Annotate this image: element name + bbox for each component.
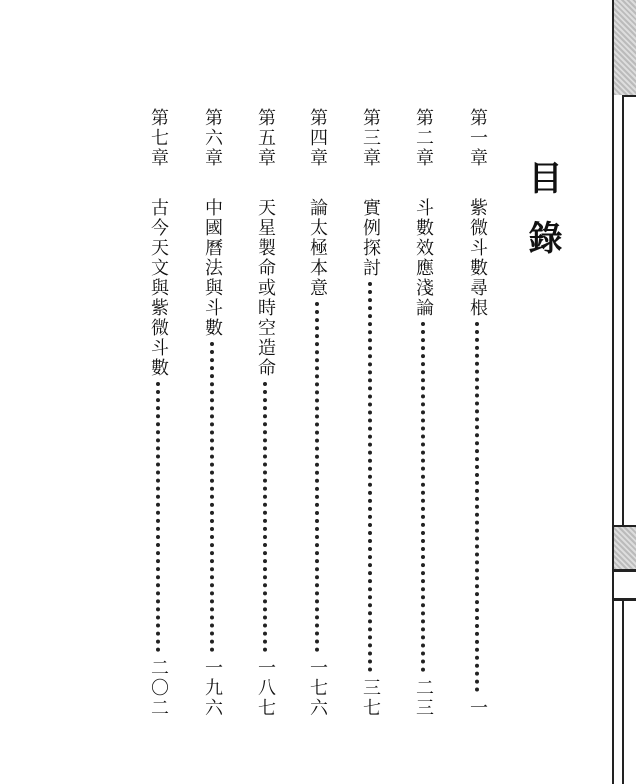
screentone-top (614, 0, 636, 95)
chapter-number: 第五章 (255, 108, 276, 168)
toc-entry-6[interactable] (197, 108, 227, 718)
chapter-number: 第一章 (467, 108, 488, 168)
chapter-number: 第三章 (360, 108, 381, 168)
page-number: 二三 (413, 678, 434, 718)
chapter-title: 古今天文與紫微斗數 (148, 198, 169, 378)
page-number: 一 (467, 698, 488, 718)
chapter-title: 紫微斗數尋根 (467, 198, 488, 318)
page-number: 一七六 (307, 658, 328, 718)
page-number: 一八七 (255, 658, 276, 718)
screentone-middle (614, 527, 636, 569)
chapter-title: 天星製命或時空造命 (255, 198, 276, 378)
leader-dots (210, 342, 214, 652)
edge-frame-lower (622, 598, 636, 784)
chapter-number: 第二章 (413, 108, 434, 168)
edge-frame-upper (622, 95, 636, 527)
toc-entry-5[interactable] (250, 108, 280, 718)
chapter-number: 第六章 (202, 108, 223, 168)
leader-dots (263, 382, 267, 652)
leader-dots (368, 282, 372, 672)
page-number: 一九六 (202, 658, 223, 718)
leader-dots (421, 322, 425, 672)
toc-entry-4[interactable] (302, 108, 332, 718)
leader-dots (475, 322, 479, 692)
page-number: 三七 (360, 678, 381, 718)
chapter-title: 斗數效應淺論 (413, 198, 434, 318)
chapter-number: 第四章 (307, 108, 328, 168)
page-number: 二〇二 (148, 658, 169, 718)
toc-entry-2[interactable] (408, 108, 438, 718)
page-edge-binding (612, 0, 636, 784)
chapter-title: 實例探討 (360, 198, 381, 278)
leader-dots (315, 302, 319, 652)
chapter-number: 第七章 (148, 108, 169, 168)
chapter-title: 中國曆法與斗數 (202, 198, 223, 338)
toc-entry-7[interactable] (143, 108, 173, 718)
toc-entry-1[interactable] (462, 108, 492, 718)
toc-heading: 目錄 (522, 160, 562, 280)
toc-entry-3[interactable] (355, 108, 385, 718)
leader-dots (156, 382, 160, 652)
chapter-title: 論太極本意 (307, 198, 328, 298)
edge-rule (614, 569, 636, 572)
